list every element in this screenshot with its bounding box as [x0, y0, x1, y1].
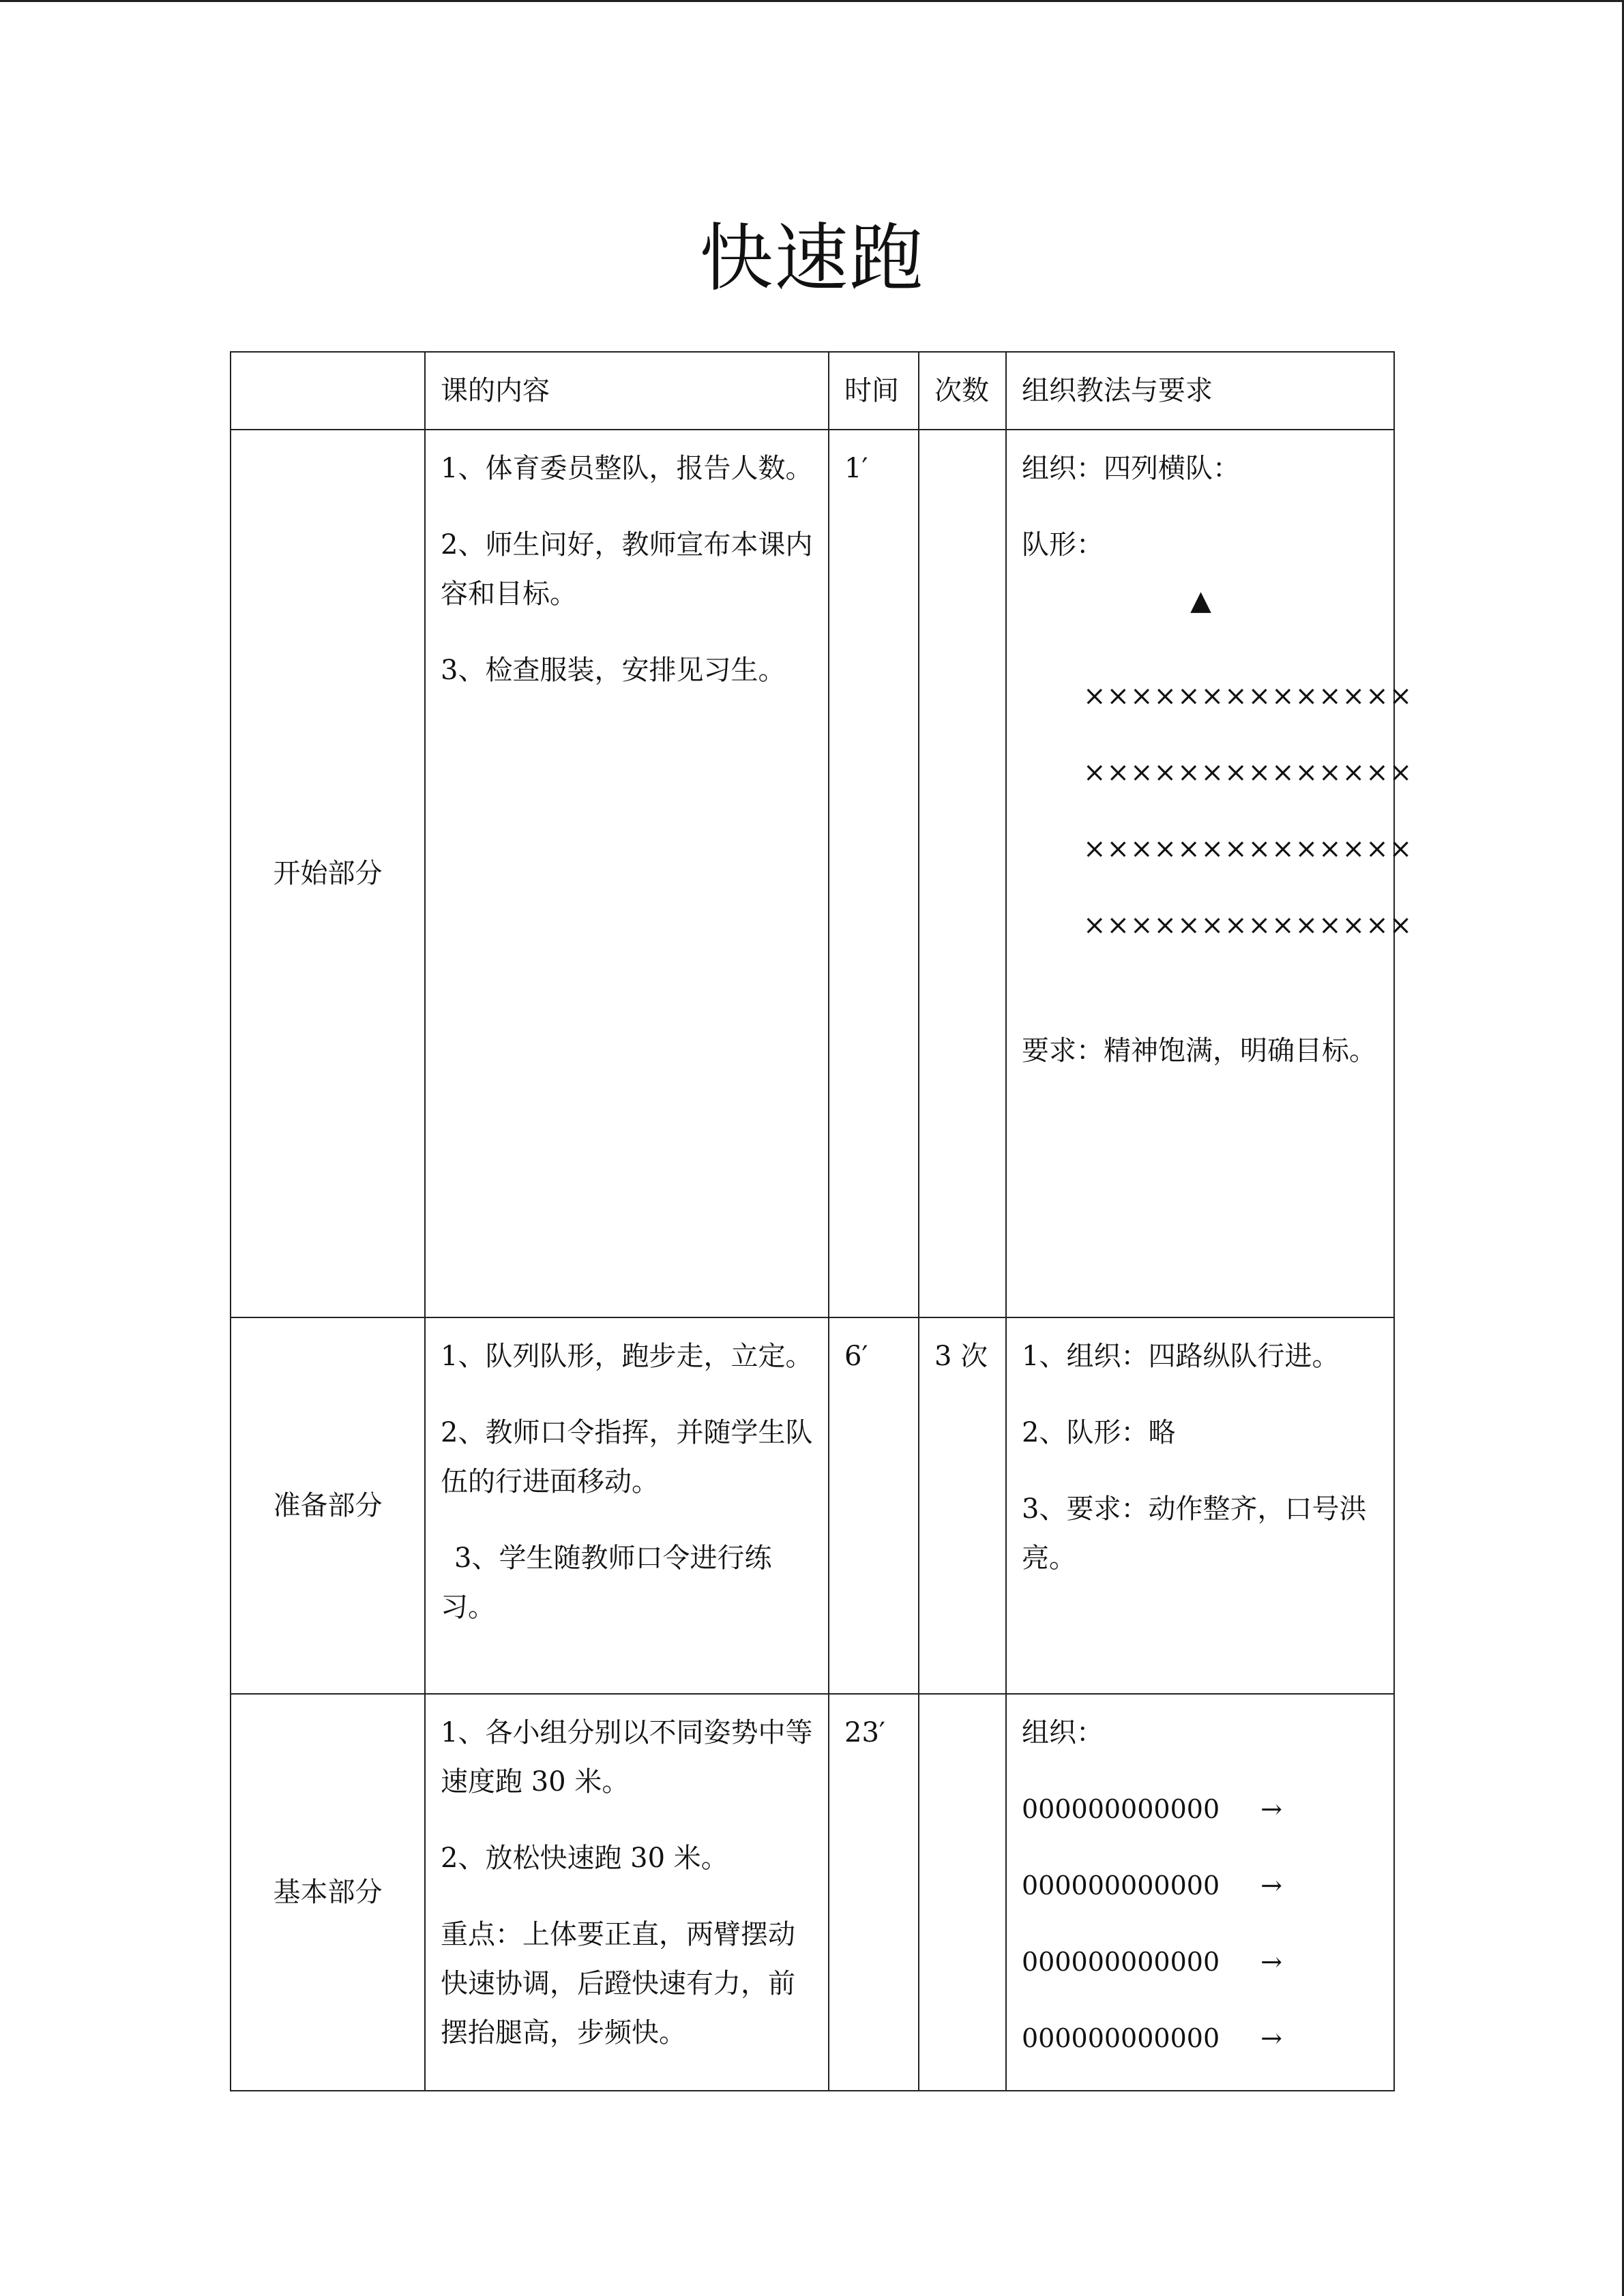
right-arrow-icon: →: [1260, 2023, 1282, 2053]
count-cell-basic: [919, 1694, 1006, 2091]
formation-dots: 000000000000: [1022, 2023, 1220, 2053]
method-cell-basic: [1006, 1694, 1394, 2091]
formation-label: 队形：: [1022, 529, 1104, 561]
content-item: 1、队列队形，跑步走，立定。: [441, 1341, 813, 1372]
organization-text: 组织：四列横队：: [1022, 453, 1240, 484]
table-row-basic: [231, 1694, 1394, 2091]
content-item: 2、教师口令指挥，并随学生队伍的行进面移动。: [441, 1417, 813, 1497]
header-content: 课的内容: [425, 352, 829, 430]
student-row: ××××××××××××××: [1083, 757, 1413, 788]
section-label-basic: 基本部分: [231, 1694, 425, 2091]
requirement-text: 要求：精神饱满，明确目标。: [1022, 1035, 1376, 1067]
formation-line: [1022, 1937, 1380, 1986]
method-cell-start: [1006, 430, 1413, 1317]
page-title: 快速跑: [699, 216, 925, 301]
table-header-row: [231, 352, 1394, 430]
method-item: 3、要求：动作整齐，口号洪亮。: [1022, 1493, 1367, 1574]
section-label-prepare: 准备部分: [231, 1317, 425, 1694]
lesson-plan-table: [230, 351, 1413, 2091]
section-label-start: 开始部分: [231, 430, 425, 1317]
student-row: ××××××××××××××: [1083, 681, 1413, 712]
student-row: ××××××××××××××: [1083, 910, 1413, 941]
content-item: 3、学生随教师口令进行练习。: [441, 1542, 772, 1623]
formation-dots: 000000000000: [1022, 1870, 1220, 1900]
header-count: 次数: [919, 352, 1006, 430]
top-border-line: [0, 0, 1624, 2]
method-item: 1、组织：四路纵队行进。: [1022, 1341, 1340, 1372]
content-item: 2、师生问好，教师宣布本课内容和目标。: [441, 529, 813, 610]
header-section: [231, 352, 425, 430]
formation-dots: 000000000000: [1022, 1794, 1220, 1824]
student-row: ××××××××××××××: [1083, 833, 1413, 865]
header-time: 时间: [829, 352, 919, 430]
table-row-start: [231, 430, 1394, 1317]
right-arrow-icon: →: [1260, 1947, 1282, 1977]
formation-line: [1022, 2014, 1380, 2063]
time-cell-basic: 23′: [829, 1694, 919, 2091]
method-cell-prepare: [1006, 1317, 1394, 1694]
content-cell-basic: [425, 1694, 829, 2091]
formation-line: [1022, 1861, 1380, 1910]
method-item: 2、队形：略: [1022, 1417, 1176, 1448]
content-cell-start: [425, 430, 829, 1317]
content-item: 3、检查服装，安排见习生。: [441, 655, 786, 686]
right-arrow-icon: →: [1260, 1870, 1282, 1900]
content-item: 重点：上体要正直，两臂摆动快速协调，后蹬快速有力，前摆抬腿高，步频快。: [441, 1919, 795, 2048]
right-arrow-icon: →: [1260, 1794, 1282, 1824]
time-cell-start: 1′: [829, 430, 919, 1317]
table-row-prepare: [231, 1317, 1394, 1694]
teacher-triangle-icon: ▲: [1190, 585, 1211, 616]
content-item: 2、放松快速跑 30 米。: [441, 1843, 728, 1874]
content-item: 1、体育委员整队，报告人数。: [441, 453, 813, 484]
formation-line: [1022, 1785, 1380, 1834]
time-cell-prepare: 6′: [829, 1317, 919, 1694]
count-cell-start: [919, 430, 1006, 1317]
formation-dots: 000000000000: [1022, 1947, 1220, 1977]
header-method: 组织教法与要求: [1006, 352, 1394, 430]
content-item: 1、各小组分别以不同姿势中等速度跑 30 米。: [441, 1717, 813, 1798]
content-cell-prepare: [425, 1317, 829, 1694]
organization-text: 组织：: [1022, 1717, 1104, 1748]
count-cell-prepare: 3 次: [919, 1317, 1006, 1694]
